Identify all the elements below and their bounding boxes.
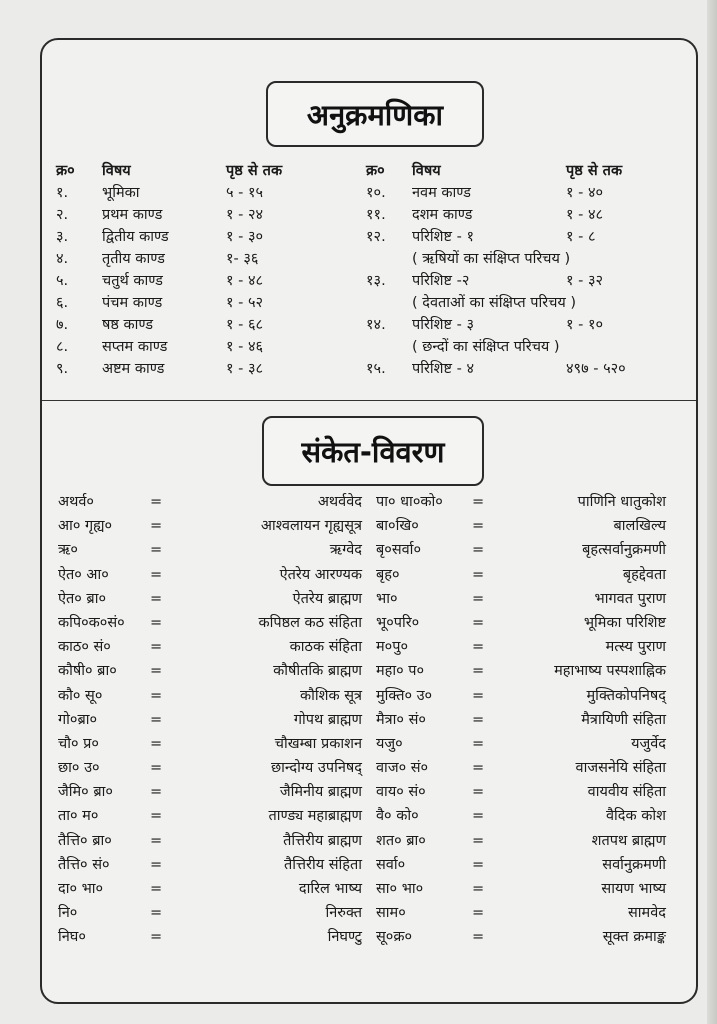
abbreviation-row xyxy=(58,756,362,780)
abbreviation-short: चौ० प्र० xyxy=(58,735,99,752)
abbreviation-full: पाणिनि धातुकोश xyxy=(577,494,666,510)
section-divider xyxy=(42,400,696,401)
abbreviation-short: पा० धा०को० xyxy=(376,494,443,510)
row-number: १०. xyxy=(366,185,386,201)
row-subject: परिशिष्ट - १ xyxy=(412,229,474,245)
row-pages: १ - ४६ xyxy=(226,339,264,355)
row-pages: १ - ३२ xyxy=(566,273,604,289)
equals-sign: = xyxy=(472,711,485,728)
equals-sign: = xyxy=(472,687,485,704)
row-number: ६. xyxy=(56,295,69,311)
abbreviation-short: तैत्ति० ब्रा० xyxy=(58,832,112,849)
abbreviation-row xyxy=(58,829,362,853)
row-number: ११. xyxy=(366,207,386,223)
abbreviation-row xyxy=(376,901,666,925)
abbreviation-short: वाज० सं० xyxy=(376,760,429,777)
abbreviation-short: बा०खि० xyxy=(376,518,419,535)
equals-sign: = xyxy=(150,542,163,559)
row-subject: पंचम काण्ड xyxy=(102,295,163,311)
equals-sign: = xyxy=(472,542,485,559)
abbreviation-row xyxy=(58,635,362,659)
row-pages: १ - ३८ xyxy=(226,361,264,377)
contents-title: अनुक्रमणिका xyxy=(306,97,444,132)
abbreviation-short: कौषी० ब्रा० xyxy=(58,663,117,680)
contents-row xyxy=(56,292,356,314)
abbreviation-short: नि० xyxy=(58,905,78,922)
equals-sign: = xyxy=(150,590,163,607)
abbreviation-short: यजु० xyxy=(376,735,403,752)
abbreviation-row xyxy=(58,490,362,514)
equals-sign: = xyxy=(472,494,485,510)
abbreviation-full: महाभाष्य पस्पशाह्निक xyxy=(554,663,666,680)
abbreviation-full: बालखिल्य xyxy=(613,518,666,535)
contents-row xyxy=(366,270,666,292)
row-pages: १ - ४० xyxy=(566,185,604,201)
abbreviation-full: ऋग्वेद xyxy=(329,542,362,559)
abbreviation-short: आ० गृह्य० xyxy=(58,518,113,535)
abbreviation-row xyxy=(376,514,666,538)
row-subject: सप्तम काण्ड xyxy=(102,339,168,355)
contents-table-right xyxy=(366,160,666,380)
equals-sign: = xyxy=(150,518,163,535)
abbreviation-row xyxy=(58,925,362,949)
abbreviation-row xyxy=(58,514,362,538)
contents-row xyxy=(366,314,666,336)
abbreviations-title-box xyxy=(262,416,484,486)
abbreviation-full: काठक संहिता xyxy=(289,639,362,656)
equals-sign: = xyxy=(472,735,485,752)
abbreviation-full: मैत्रायिणी संहिता xyxy=(581,711,666,728)
abbreviation-full: वायवीय संहिता xyxy=(587,784,666,801)
abbreviation-row xyxy=(58,684,362,708)
abbreviation-short: मुक्ति० उ० xyxy=(376,687,433,704)
contents-row-note xyxy=(366,336,666,358)
abbreviation-full: दारिल भाष्य xyxy=(298,881,362,897)
row-number: २. xyxy=(56,207,69,223)
abbreviation-short: जैमि० ब्रा० xyxy=(58,784,113,801)
abbreviation-full: ऐतरेय आरण्यक xyxy=(279,566,362,583)
abbreviation-short: ता० म० xyxy=(58,808,99,825)
abbreviation-full: निरुक्त xyxy=(325,905,362,922)
abbreviation-full: अथर्ववेद xyxy=(317,494,362,510)
contents-table-left xyxy=(56,160,356,380)
row-subject: परिशिष्ट -२ xyxy=(412,273,470,289)
abbreviation-full: सायण भाष्य xyxy=(601,881,666,897)
equals-sign: = xyxy=(472,905,485,922)
row-number: ९. xyxy=(56,361,69,377)
row-pages: १ - २४ xyxy=(226,207,264,223)
abbreviation-short: भा० xyxy=(376,590,398,607)
abbreviation-short: म०पु० xyxy=(376,639,408,656)
abbreviation-short: बृह० xyxy=(376,566,400,583)
row-number: १. xyxy=(56,185,69,201)
abbreviation-row xyxy=(376,659,666,683)
equals-sign: = xyxy=(150,929,163,946)
abbreviation-row xyxy=(58,708,362,732)
abbreviation-full: जैमिनीय ब्राह्मण xyxy=(279,784,362,801)
abbreviation-short: ऐत० आ० xyxy=(58,566,109,583)
abbreviation-short: साम० xyxy=(376,905,406,922)
equals-sign: = xyxy=(472,518,485,535)
equals-sign: = xyxy=(150,494,163,510)
abbreviation-row xyxy=(376,732,666,756)
abbreviation-short: छा० उ० xyxy=(58,760,100,777)
abbreviation-full: छान्दोग्य उपनिषद् xyxy=(270,760,362,777)
abbreviation-short: सर्वा० xyxy=(376,856,406,873)
header-num: क्र० xyxy=(56,163,75,179)
row-number: १३. xyxy=(366,273,386,289)
contents-row xyxy=(56,248,356,270)
abbreviation-full: वैदिक कोश xyxy=(605,808,666,825)
abbreviation-row xyxy=(376,563,666,587)
abbreviation-row xyxy=(58,732,362,756)
abbreviation-short: निघ० xyxy=(58,929,86,946)
equals-sign: = xyxy=(150,760,163,777)
header-subject: विषय xyxy=(102,163,131,179)
page-edge-shadow xyxy=(707,0,717,1024)
row-subject: ( ऋषियों का संक्षिप्त परिचय ) xyxy=(412,251,571,267)
abbreviation-short: गो०ब्रा० xyxy=(58,711,98,728)
abbreviation-row xyxy=(376,925,666,949)
abbreviation-full: सामवेद xyxy=(628,905,666,922)
equals-sign: = xyxy=(150,856,163,873)
equals-sign: = xyxy=(472,929,485,946)
abbreviation-full: ताण्ड्य महाब्राह्मण xyxy=(268,808,362,825)
abbreviation-short: वाय० सं० xyxy=(376,784,426,801)
abbreviation-row xyxy=(58,611,362,635)
abbreviation-row xyxy=(58,901,362,925)
equals-sign: = xyxy=(472,881,485,897)
equals-sign: = xyxy=(472,614,485,631)
abbreviation-short: ऐत० ब्रा० xyxy=(58,590,107,607)
row-pages: १- ३६ xyxy=(226,251,259,267)
row-subject: षष्ठ काण्ड xyxy=(102,317,154,333)
row-pages: १ - ४८ xyxy=(566,207,604,223)
abbreviation-full: मुक्तिकोपनिषद् xyxy=(586,687,666,704)
abbreviation-short: काठ० सं० xyxy=(58,639,111,656)
equals-sign: = xyxy=(150,832,163,849)
equals-sign: = xyxy=(472,856,485,873)
abbreviation-full: सर्वानुक्रमणी xyxy=(602,856,666,873)
abbreviation-short: बृ०सर्वा० xyxy=(376,542,421,559)
abbreviation-full: मत्स्य पुराण xyxy=(605,639,666,656)
equals-sign: = xyxy=(472,808,485,825)
abbreviation-row xyxy=(376,684,666,708)
contents-header-row xyxy=(366,160,666,182)
abbreviation-full: तैत्तिरीय संहिता xyxy=(283,856,362,873)
equals-sign: = xyxy=(472,566,485,583)
row-number: ४. xyxy=(56,251,69,267)
contents-row-note xyxy=(366,248,666,270)
contents-row xyxy=(366,204,666,226)
row-subject: प्रथम काण्ड xyxy=(102,207,163,223)
abbreviations-list-right xyxy=(376,490,666,950)
contents-row xyxy=(366,226,666,248)
abbreviation-full: शतपथ ब्राह्मण xyxy=(591,832,666,849)
header-pages: पृष्ठ से तक xyxy=(566,163,623,179)
abbreviation-full: भागवत पुराण xyxy=(594,590,666,607)
equals-sign: = xyxy=(150,639,163,656)
abbreviation-short: शत० ब्रा० xyxy=(376,832,426,849)
abbreviations-title: संकेत-विवरण xyxy=(301,434,445,469)
equals-sign: = xyxy=(150,808,163,825)
abbreviation-row xyxy=(376,804,666,828)
abbreviation-full: बृहद्देवता xyxy=(622,566,666,583)
page-frame xyxy=(40,38,698,1004)
row-subject: भूमिका xyxy=(102,185,140,201)
abbreviation-row xyxy=(376,490,666,514)
abbreviation-row xyxy=(376,611,666,635)
equals-sign: = xyxy=(150,614,163,631)
equals-sign: = xyxy=(150,905,163,922)
row-number: ८. xyxy=(56,339,69,355)
contents-row xyxy=(56,226,356,248)
abbreviation-full: यजुर्वेद xyxy=(631,735,666,752)
contents-row xyxy=(56,204,356,226)
row-subject: दशम काण्ड xyxy=(412,207,473,223)
row-number: ७. xyxy=(56,317,69,333)
abbreviation-full: ऐतरेय ब्राह्मण xyxy=(292,590,362,607)
abbreviation-short: दा० भा० xyxy=(58,881,104,897)
contents-row xyxy=(56,182,356,204)
equals-sign: = xyxy=(150,663,163,680)
row-subject: तृतीय काण्ड xyxy=(102,251,165,267)
abbreviation-row xyxy=(376,587,666,611)
row-pages: ४९७ - ५२० xyxy=(566,361,626,377)
abbreviation-row xyxy=(376,829,666,853)
equals-sign: = xyxy=(150,881,163,897)
abbreviation-full: गोपथ ब्राह्मण xyxy=(293,711,362,728)
abbreviation-short: अथर्व० xyxy=(58,494,94,510)
contents-header-row xyxy=(56,160,356,182)
abbreviation-full: बृहत्सर्वानुक्रमणी xyxy=(582,542,666,559)
header-num: क्र० xyxy=(366,163,385,179)
row-pages: ५ - १५ xyxy=(226,185,264,201)
abbreviation-short: महा० प० xyxy=(376,663,425,680)
abbreviation-full: कौशिक सूत्र xyxy=(299,687,362,704)
abbreviation-full: निघण्टु xyxy=(327,929,362,946)
abbreviation-row xyxy=(376,756,666,780)
row-pages: १ - १० xyxy=(566,317,604,333)
row-subject: द्वितीय काण्ड xyxy=(102,229,169,245)
abbreviation-row xyxy=(58,659,362,683)
abbreviation-row xyxy=(376,877,666,901)
equals-sign: = xyxy=(150,687,163,704)
abbreviation-full: तैत्तिरीय ब्राह्मण xyxy=(283,832,362,849)
contents-row xyxy=(366,182,666,204)
equals-sign: = xyxy=(472,639,485,656)
abbreviation-short: कौ० सू० xyxy=(58,687,103,704)
row-subject: ( छन्दों का संक्षिप्त परिचय ) xyxy=(412,339,560,355)
equals-sign: = xyxy=(150,735,163,752)
abbreviation-full: सूक्त क्रमाङ्क xyxy=(602,929,666,946)
abbreviation-row xyxy=(58,563,362,587)
row-pages: १ - ८ xyxy=(566,229,596,245)
equals-sign: = xyxy=(472,590,485,607)
row-pages: १ - ३० xyxy=(226,229,264,245)
row-subject: नवम काण्ड xyxy=(412,185,471,201)
abbreviation-row xyxy=(376,780,666,804)
row-pages: १ - ५२ xyxy=(226,295,264,311)
row-number: १२. xyxy=(366,229,386,245)
abbreviation-row xyxy=(376,635,666,659)
abbreviation-row xyxy=(376,708,666,732)
contents-row xyxy=(56,314,356,336)
contents-row-note xyxy=(366,292,666,314)
equals-sign: = xyxy=(150,711,163,728)
header-pages: पृष्ठ से तक xyxy=(226,163,283,179)
equals-sign: = xyxy=(150,566,163,583)
row-subject: ( देवताओं का संक्षिप्त परिचय ) xyxy=(412,295,577,311)
row-number: १४. xyxy=(366,317,386,333)
row-pages: १ - ४८ xyxy=(226,273,264,289)
row-subject: परिशिष्ट - ३ xyxy=(412,317,474,333)
abbreviation-full: वाजसनेयि संहिता xyxy=(575,760,666,777)
abbreviation-short: तैत्ति० सं० xyxy=(58,856,110,873)
abbreviation-full: कपिष्ठल कठ संहिता xyxy=(258,614,362,631)
abbreviation-full: आश्वलायन गृह्यसूत्र xyxy=(260,518,362,535)
abbreviation-row xyxy=(376,538,666,562)
abbreviation-row xyxy=(58,804,362,828)
abbreviation-short: मैत्रा० सं० xyxy=(376,711,426,728)
equals-sign: = xyxy=(472,760,485,777)
abbreviation-row xyxy=(58,780,362,804)
abbreviation-row xyxy=(58,538,362,562)
abbreviation-full: भूमिका परिशिष्ट xyxy=(583,614,666,631)
contents-row xyxy=(56,270,356,292)
abbreviation-full: चौखम्बा प्रकाशन xyxy=(274,735,362,752)
row-number: १५. xyxy=(366,361,386,377)
equals-sign: = xyxy=(472,832,485,849)
row-subject: चतुर्थ काण्ड xyxy=(102,273,163,289)
row-number: ५. xyxy=(56,273,69,289)
row-subject: अष्टम काण्ड xyxy=(102,361,165,377)
abbreviation-row xyxy=(58,853,362,877)
contents-row xyxy=(56,358,356,380)
abbreviation-short: ऋ० xyxy=(58,542,78,559)
contents-row xyxy=(366,358,666,380)
equals-sign: = xyxy=(472,784,485,801)
abbreviation-full: कौषीतकि ब्राह्मण xyxy=(273,663,362,680)
header-subject: विषय xyxy=(412,163,441,179)
equals-sign: = xyxy=(150,784,163,801)
abbreviation-short: सू०क्र० xyxy=(376,929,413,946)
row-pages: १ - ६८ xyxy=(226,317,264,333)
equals-sign: = xyxy=(472,663,485,680)
abbreviations-list-left xyxy=(58,490,362,950)
abbreviation-short: भू०परि० xyxy=(376,614,420,631)
abbreviation-short: सा० भा० xyxy=(376,881,424,897)
row-number: ३. xyxy=(56,229,69,245)
abbreviation-short: कपि०क०सं० xyxy=(58,614,125,631)
row-subject: परिशिष्ट - ४ xyxy=(412,361,474,377)
abbreviation-row xyxy=(376,853,666,877)
contents-title-box xyxy=(266,81,484,147)
abbreviation-row xyxy=(58,587,362,611)
abbreviation-row xyxy=(58,877,362,901)
abbreviation-short: वै० को० xyxy=(376,808,419,825)
contents-row xyxy=(56,336,356,358)
